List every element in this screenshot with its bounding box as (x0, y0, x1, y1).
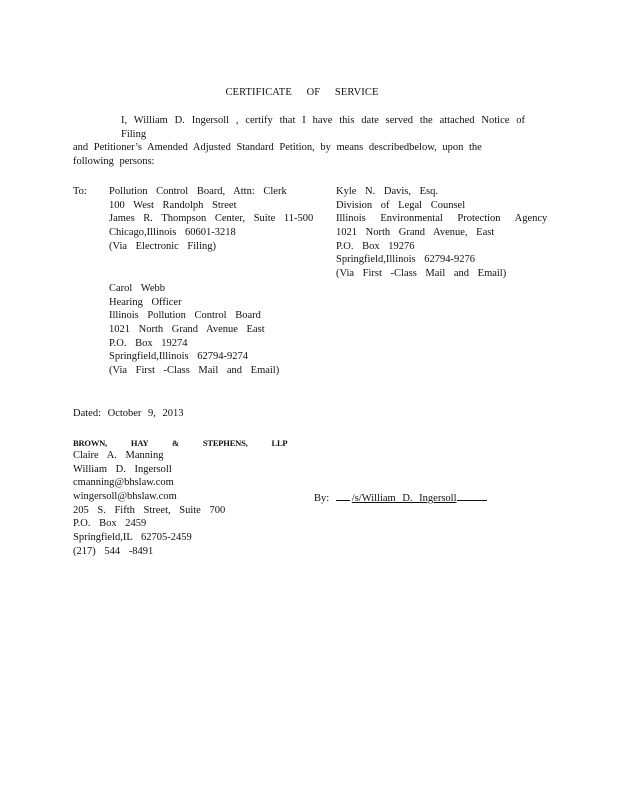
to-label: To: (73, 186, 87, 197)
recipient-line: 1021 North Grand Avenue East (109, 324, 265, 336)
intro-line-1: I, William D. Ingersoll , certify that I have this date served the attached Notice of Filing (121, 115, 525, 140)
intro-line-2: and Petitioner’s Amended Adjusted Standard Petition, by means describedbelow, upon the (73, 142, 482, 154)
firm-line: cmanning@bhslaw.com (73, 477, 174, 489)
recipient-line: Division of Legal Counsel (336, 199, 466, 211)
by-label: By: (314, 493, 330, 504)
recipient-davis (336, 185, 547, 281)
recipient-line: Kyle N. Davis, Esq. (336, 186, 438, 197)
firm-line: William D. Ingersoll (73, 463, 172, 475)
date-line: Dated: October 9, 2013 (73, 408, 184, 419)
recipient-line: P.O. Box 19276 (336, 240, 415, 252)
recipient-line: Carol Webb (109, 283, 165, 294)
recipient-line: Illinois Environmental Protection Agency (336, 213, 548, 225)
firm-line: Springfield,IL 62705-2459 (73, 532, 192, 544)
certification-paragraph (73, 114, 525, 168)
recipient-line: 100 West Randolph Street (109, 199, 237, 211)
signature-line (314, 490, 487, 506)
recipient-line: (Via First -Class Mail and Email) (336, 268, 507, 280)
recipient-line: (Via Electronic Filing) (109, 240, 217, 252)
firm-name: BROWN, HAY & STEPHENS, LLP (73, 438, 288, 448)
recipient-webb (109, 282, 279, 378)
firm-line: Claire A. Manning (73, 450, 164, 461)
firm-line: (217) 544 -8491 (73, 545, 154, 557)
electronic-signature: /s/William D. Ingersoll (351, 493, 457, 504)
recipient-line: Pollution Control Board, Attn: Clerk (109, 186, 287, 197)
signature-underline-left (336, 490, 350, 501)
recipient-line: Springfield,Illinois 62794-9274 (109, 351, 248, 363)
recipient-line: James R. Thompson Center, Suite 11-500 (109, 213, 314, 225)
intro-line-3: following persons: (73, 155, 155, 167)
recipient-line: Illinois Pollution Control Board (109, 310, 261, 322)
page-title: CERTIFICATE OF SERVICE (225, 87, 379, 98)
firm-contact-block (73, 449, 225, 559)
recipient-line: (Via First -Class Mail and Email) (109, 365, 280, 377)
firm-line: wingersoll@bhslaw.com (73, 491, 177, 503)
recipient-line: 1021 North Grand Avenue, East (336, 227, 495, 239)
firm-line: 205 S. Fifth Street, Suite 700 (73, 504, 226, 516)
firm-line: P.O. Box 2459 (73, 518, 147, 530)
recipient-clerk (109, 185, 313, 253)
recipient-line: P.O. Box 19274 (109, 337, 188, 349)
recipient-line: Springfield,Illinois 62794-9276 (336, 254, 475, 266)
recipient-line: Chicago,Illinois 60601-3218 (109, 227, 236, 239)
signature-underline-right (457, 490, 487, 501)
recipient-line: Hearing Officer (109, 296, 182, 308)
